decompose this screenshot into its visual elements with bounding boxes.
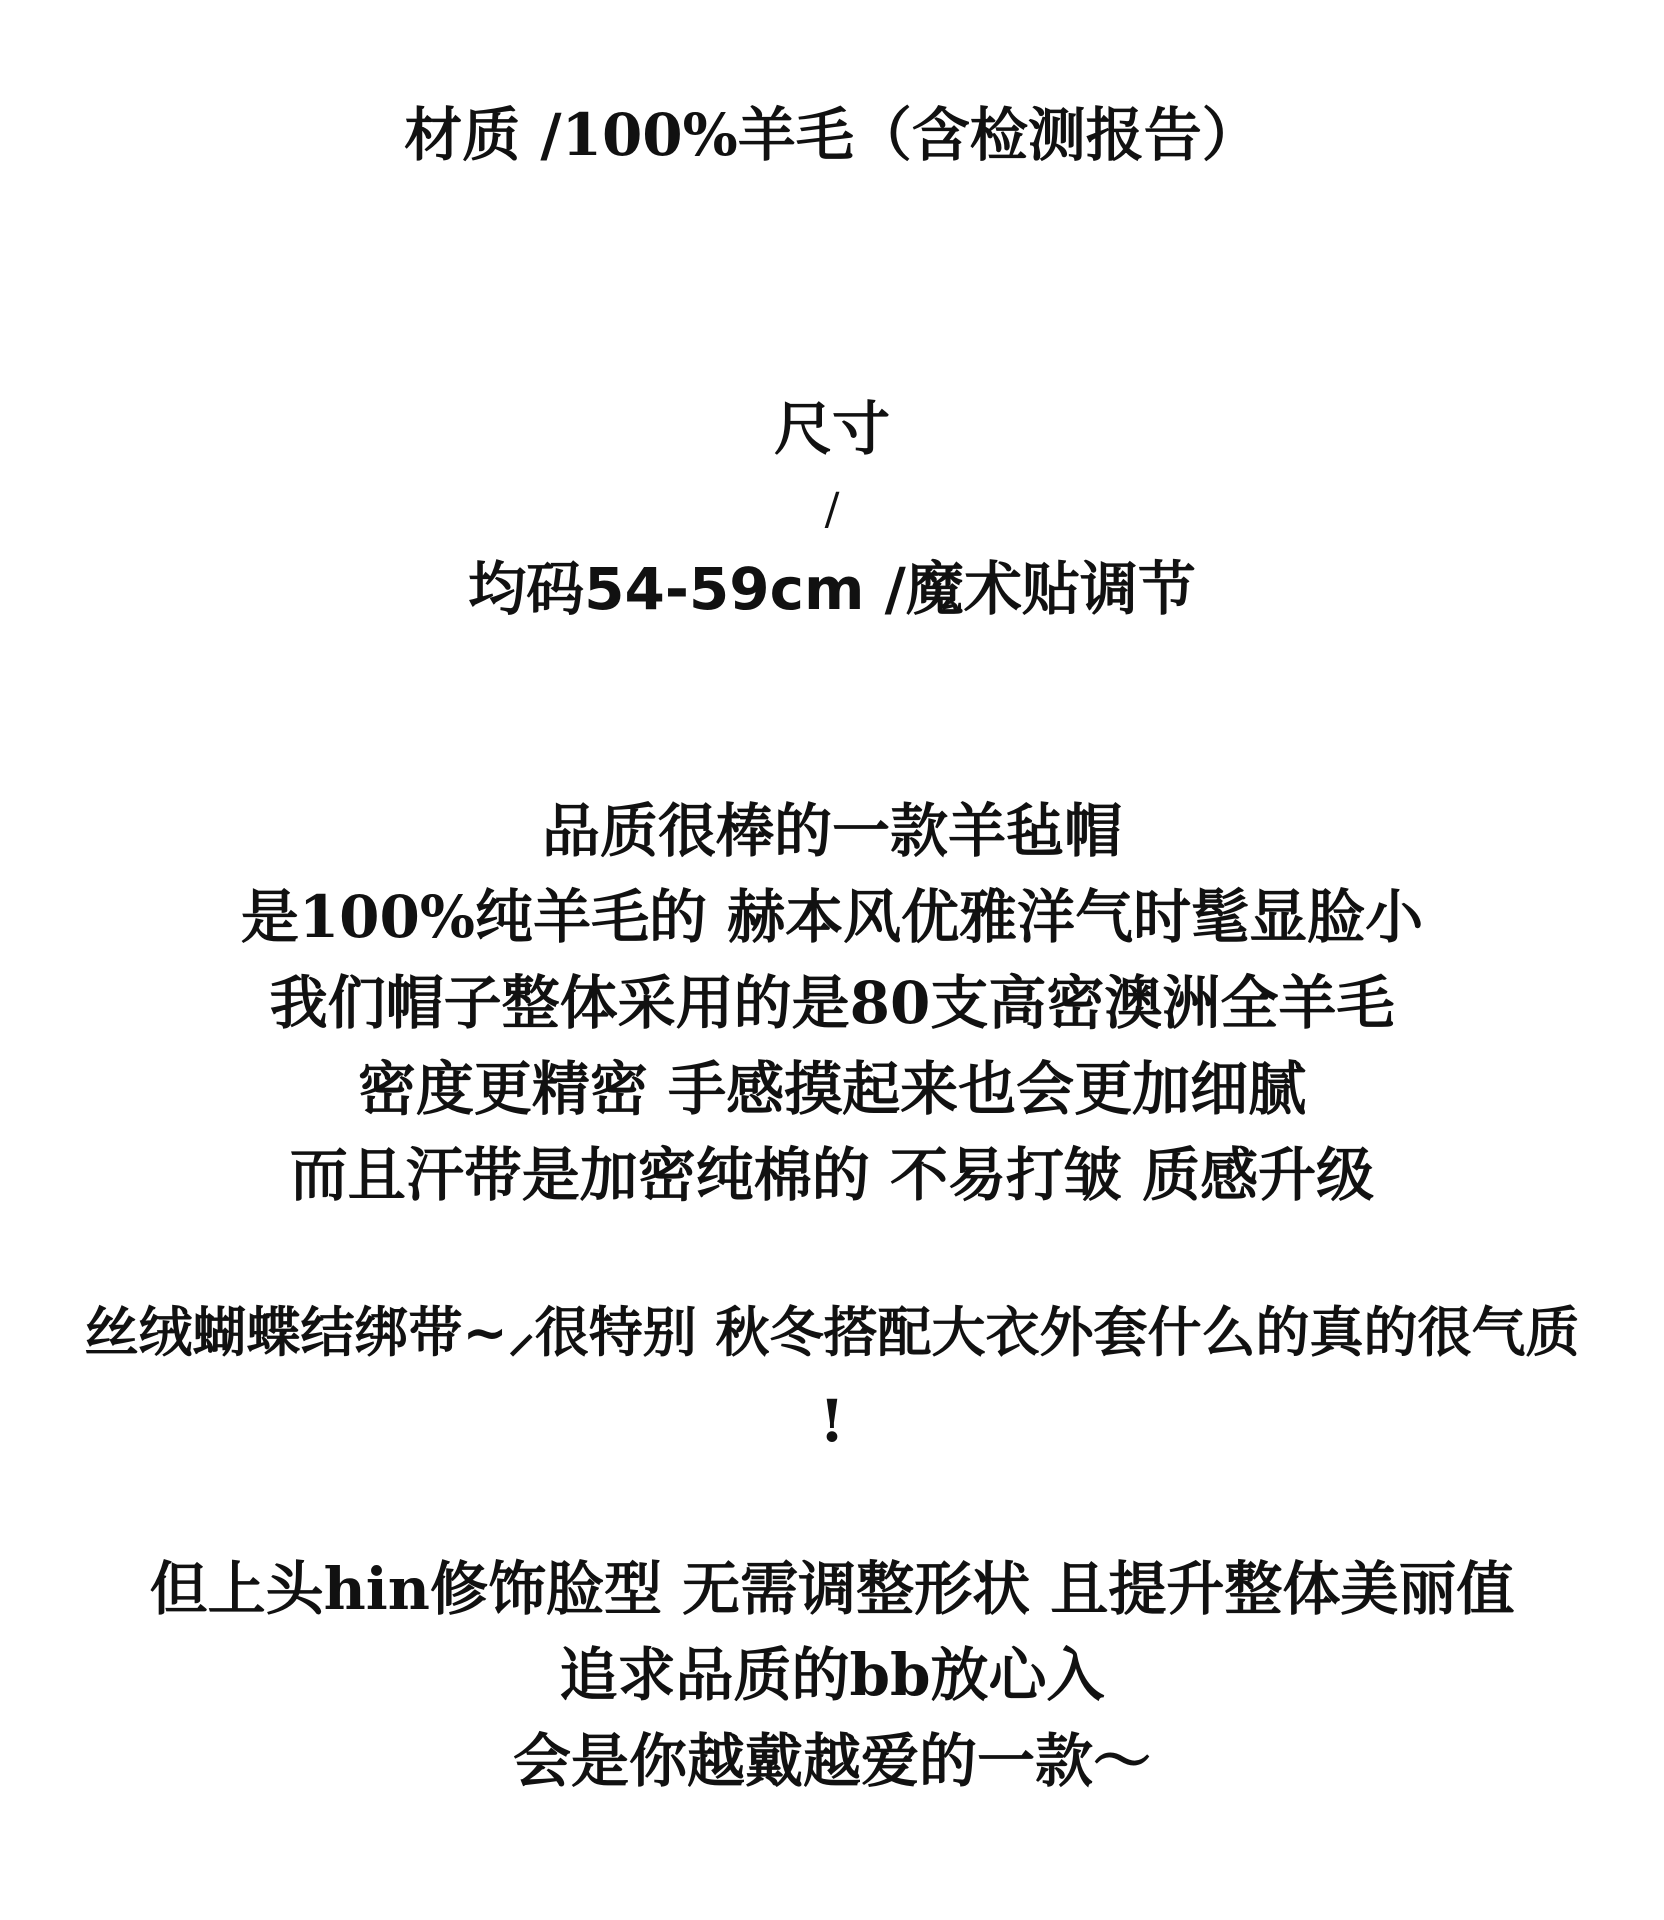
size-value: 均码54-59cm /魔术贴调节 bbox=[468, 555, 1196, 623]
description-line: 我们帽子整体采用的是80支高密澳洲全羊毛 bbox=[269, 969, 1395, 1037]
size-slash: / bbox=[824, 484, 840, 535]
description-line: 品质很棒的一款羊毡帽 bbox=[541, 797, 1122, 865]
closing-line: 追求品质的bb放心入 bbox=[559, 1641, 1105, 1709]
size-title: 尺寸 bbox=[773, 395, 890, 463]
material-line: 材质 /100%羊毛（含检测报告） bbox=[404, 101, 1260, 169]
description-line: 密度更精密 手感摸起来也会更加细腻 bbox=[357, 1055, 1307, 1123]
closing-line: 会是你越戴越爱的一款～ bbox=[512, 1727, 1151, 1795]
closing-line: 但上头hin修饰脸型 无需调整形状 且提升整体美丽值 bbox=[149, 1555, 1515, 1623]
bow-line: 丝绒蝴蝶结绑带~⸝很特别 秋冬搭配大衣外套什么的真的很气质 bbox=[84, 1301, 1580, 1364]
description-line: 而且汗带是加密纯棉的 不易打皱 质感升级 bbox=[289, 1141, 1375, 1209]
bow-exclaim: ! bbox=[819, 1387, 845, 1455]
description-line: 是100%纯羊毛的 赫本风优雅洋气时髦显脸小 bbox=[240, 883, 1424, 951]
